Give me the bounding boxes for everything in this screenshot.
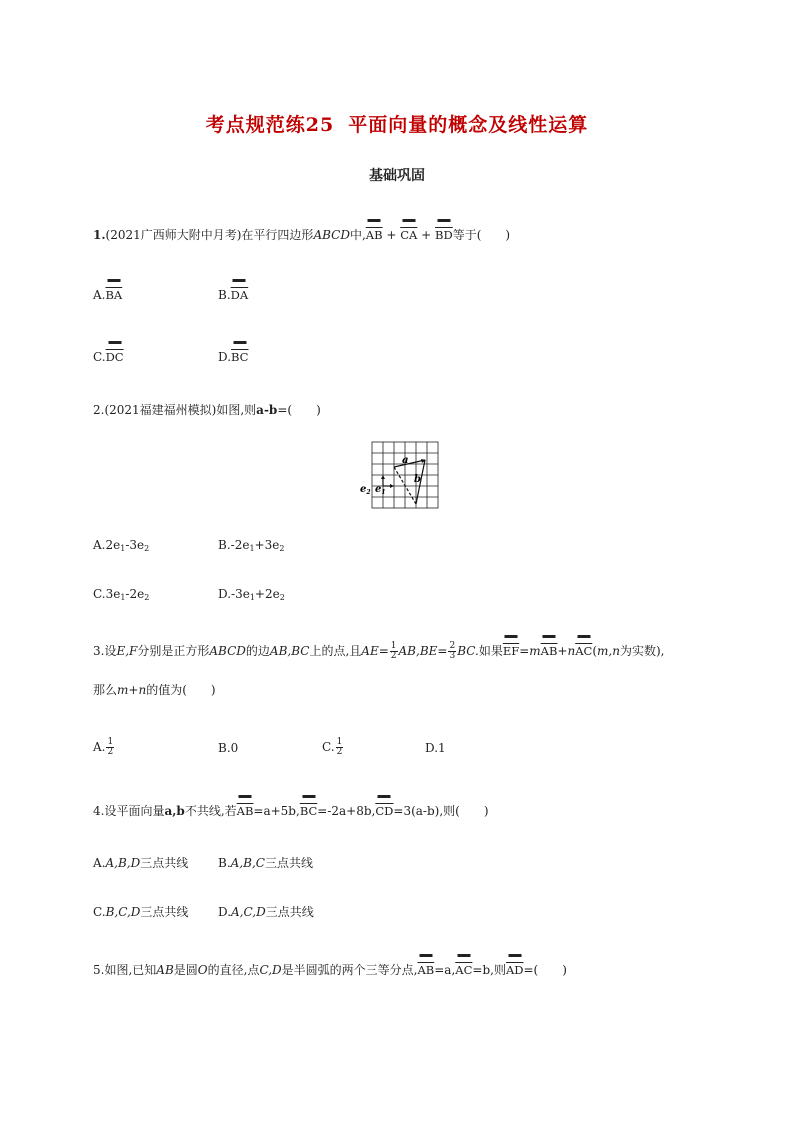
- question-3-stem: 3.设E,F分别是正方形ABCD的边AB,BC上的点,且AE= $\frac{1}{2}$ AB,BE= $\frac{2}{3}$ BC.如果$\overline{EF}=m\overline{AB}+n\overline{AC}(m,n$为实数),: [93, 641, 665, 661]
- question-2-option-d[interactable]: $D.-3e_1+2e_2$: [218, 587, 285, 602]
- question-3-stem-line-2: 那么m+n的值为( ): [93, 683, 216, 697]
- question-3-option-a[interactable]: A. $\frac{1}{2}$: [93, 737, 114, 757]
- label-b: b: [414, 474, 421, 485]
- question-3-option-b[interactable]: B.0: [218, 741, 239, 755]
- question-3-option-d[interactable]: D.1: [425, 741, 446, 755]
- question-4-option-a[interactable]: A.A,B,D三点共线: [93, 856, 189, 870]
- label-e1: $e_1$: [375, 484, 386, 496]
- question-2-option-a[interactable]: $A.2e_1-3e_2$: [93, 538, 150, 553]
- question-2-option-b[interactable]: $B.-2e_1+3e_2$: [218, 538, 285, 553]
- page-title: 考点规范练25 平面向量的概念及线性运算: [205, 114, 589, 136]
- question-1-option-d[interactable]: $D.\overline{BC}$: [218, 350, 249, 364]
- question-1-option-c[interactable]: $C.\overline{DC}$: [93, 350, 124, 364]
- vector-grid-figure: [358, 440, 448, 512]
- question-1-option-b[interactable]: $B.\overline{DA}$: [218, 288, 249, 302]
- question-4-option-d[interactable]: D.A,C,D三点共线: [218, 905, 314, 919]
- question-3-option-c[interactable]: C. $\frac{1}{2}$: [322, 737, 343, 757]
- label-e2: $e_2$: [360, 484, 371, 496]
- a-vector: [394, 460, 425, 467]
- question-1-stem: 1.(2021广西师大附中月考)在平行四边形ABCD中$,\overline{AB} + \overline{CA} + \overline{BD}$等于( ): [93, 228, 511, 242]
- question-4-stem: 4.设平面向量a,b不共线,若$\overline{AB}=a+5b,\overline{BC}=-2a+8b,\overline{CD}=3(a-b)$,则( ): [93, 804, 489, 818]
- question-5-stem: 5.如图,已知AB是圆O的直径,点C,D是半圆弧的两个三等分点$,\overline{AB}=a,\overline{AC}=b$,则$\overline{AD}=$( ): [93, 963, 567, 977]
- question-4-option-c[interactable]: C.B,C,D三点共线: [93, 905, 189, 919]
- label-a: a: [402, 455, 409, 466]
- question-2-option-c[interactable]: $C.3e_1-2e_2$: [93, 587, 150, 602]
- question-4-option-b[interactable]: B.A,B,C三点共线: [218, 856, 313, 870]
- question-1-option-a[interactable]: $A.\overline{BA}$: [93, 288, 123, 302]
- section-heading: 基础巩固: [369, 168, 425, 184]
- question-2-stem: 2.(2021福建福州模拟)如图,则a-b=( ): [93, 403, 321, 417]
